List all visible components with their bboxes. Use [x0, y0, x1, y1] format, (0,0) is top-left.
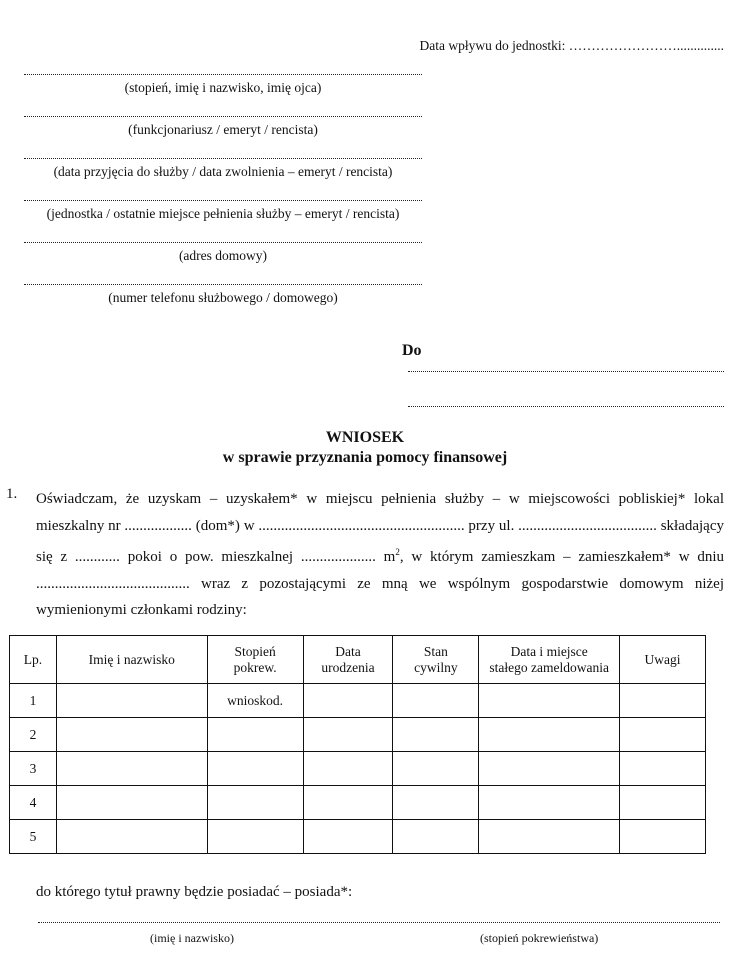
cell-notes[interactable] [620, 786, 706, 820]
document-title [0, 428, 730, 468]
table-row [10, 786, 706, 820]
cell-relation[interactable]: wnioskod. [207, 684, 303, 718]
cell-lp: 3 [10, 752, 57, 786]
header-name: Imię i nazwisko [56, 636, 207, 684]
paragraph-number: 1. [6, 486, 18, 502]
title-line-1: WNIOSEK [325, 429, 405, 446]
cell-lp: 4 [10, 786, 57, 820]
table-row [10, 684, 706, 718]
header-relation: Stopień pokrew. [207, 636, 303, 684]
cell-civil-status[interactable] [393, 752, 479, 786]
cell-relation[interactable] [207, 786, 303, 820]
family-members-table [9, 635, 706, 854]
service-dates-caption: (data przyjęcia do służby / data zwolnienia – emeryt / rencista) [53, 164, 393, 179]
cell-registration[interactable] [479, 820, 620, 854]
recipient-line-2[interactable] [408, 406, 724, 407]
cell-civil-status[interactable] [393, 786, 479, 820]
recipient-label: Do [402, 342, 422, 359]
declaration-text-2: , w którym zamieszkam – zamieszkałem* w dniu ......................................... wraz z pozostającymi ze mną we wspólnym gospodarstwie domowym niżej wymienionymi członkami rodziny: [36, 549, 724, 618]
recipient-line-1[interactable] [408, 371, 724, 372]
cell-civil-status[interactable] [393, 684, 479, 718]
cell-registration[interactable] [479, 786, 620, 820]
cell-name[interactable] [56, 752, 207, 786]
receipt-date-label: Data wpływu do jednostki: [419, 38, 566, 53]
table-row [10, 718, 706, 752]
cell-notes[interactable] [620, 684, 706, 718]
home-address-caption: (adres domowy) [178, 248, 268, 263]
header-registration: Data i miejsce stałego zameldowania [479, 636, 620, 684]
cell-birth-date[interactable] [303, 718, 393, 752]
phone-caption: (numer telefonu służbowego / domowego) [108, 290, 338, 305]
cell-name[interactable] [56, 820, 207, 854]
header-notes: Uwagi [620, 636, 706, 684]
cell-notes[interactable] [620, 820, 706, 854]
applicant-name-field[interactable] [24, 74, 422, 75]
cell-name[interactable] [56, 718, 207, 752]
cell-birth-date[interactable] [303, 752, 393, 786]
table-header-row [10, 636, 706, 684]
applicant-name-caption: (stopień, imię i nazwisko, imię ojca) [124, 80, 322, 95]
cell-civil-status[interactable] [393, 820, 479, 854]
header-birth-date: Data urodzenia [303, 636, 393, 684]
applicant-status-caption: (funkcjonariusz / emeryt / rencista) [128, 122, 318, 137]
cell-registration[interactable] [479, 684, 620, 718]
owner-name-caption: (imię i nazwisko) [150, 931, 234, 945]
cell-name[interactable] [56, 684, 207, 718]
owner-relation-caption: (stopień pokrewieństwa) [480, 931, 599, 945]
cell-lp: 1 [10, 684, 57, 718]
service-dates-field[interactable] [24, 158, 422, 159]
cell-birth-date[interactable] [303, 820, 393, 854]
home-address-field[interactable] [24, 242, 422, 243]
owner-signature-line[interactable] [38, 922, 720, 923]
declaration-paragraph [36, 486, 724, 624]
phone-field[interactable] [24, 284, 422, 285]
receipt-date [420, 38, 724, 54]
cell-notes[interactable] [620, 718, 706, 752]
cell-notes[interactable] [620, 752, 706, 786]
cell-name[interactable] [56, 786, 207, 820]
cell-civil-status[interactable] [393, 718, 479, 752]
legal-title-text: do którego tytuł prawny będzie posiadać – posiada*: [36, 884, 353, 900]
table-row [10, 820, 706, 854]
cell-lp: 5 [10, 820, 57, 854]
cell-birth-date[interactable] [303, 786, 393, 820]
cell-registration[interactable] [479, 752, 620, 786]
cell-birth-date[interactable] [303, 684, 393, 718]
cell-lp: 2 [10, 718, 57, 752]
declaration-text-1: Oświadczam, że uzyskam – uzyskałem* w miejscu pełnienia służby – w miejscowości pobliskiej* lokal mieszkalny nr .................. (dom*) w ....................................................... przy ul. ..................................... składający się z ............ pokoi o pow. mieszkalnej .................... m [36, 491, 724, 565]
applicant-status-field[interactable] [24, 116, 422, 117]
header-lp: Lp. [10, 636, 57, 684]
table-row [10, 752, 706, 786]
cell-relation[interactable] [207, 820, 303, 854]
header-civil-status: Stan cywilny [393, 636, 479, 684]
cell-registration[interactable] [479, 718, 620, 752]
area-unit-superscript: 2 [395, 547, 400, 557]
unit-field[interactable] [24, 200, 422, 201]
title-line-2: w sprawie przyznania pomocy finansowej [222, 449, 508, 466]
unit-caption: (jednostka / ostatnie miejsce pełnienia służby – emeryt / rencista) [46, 206, 400, 221]
cell-relation[interactable] [207, 752, 303, 786]
receipt-date-value[interactable]: …………………….............. [568, 38, 724, 53]
cell-relation[interactable] [207, 718, 303, 752]
